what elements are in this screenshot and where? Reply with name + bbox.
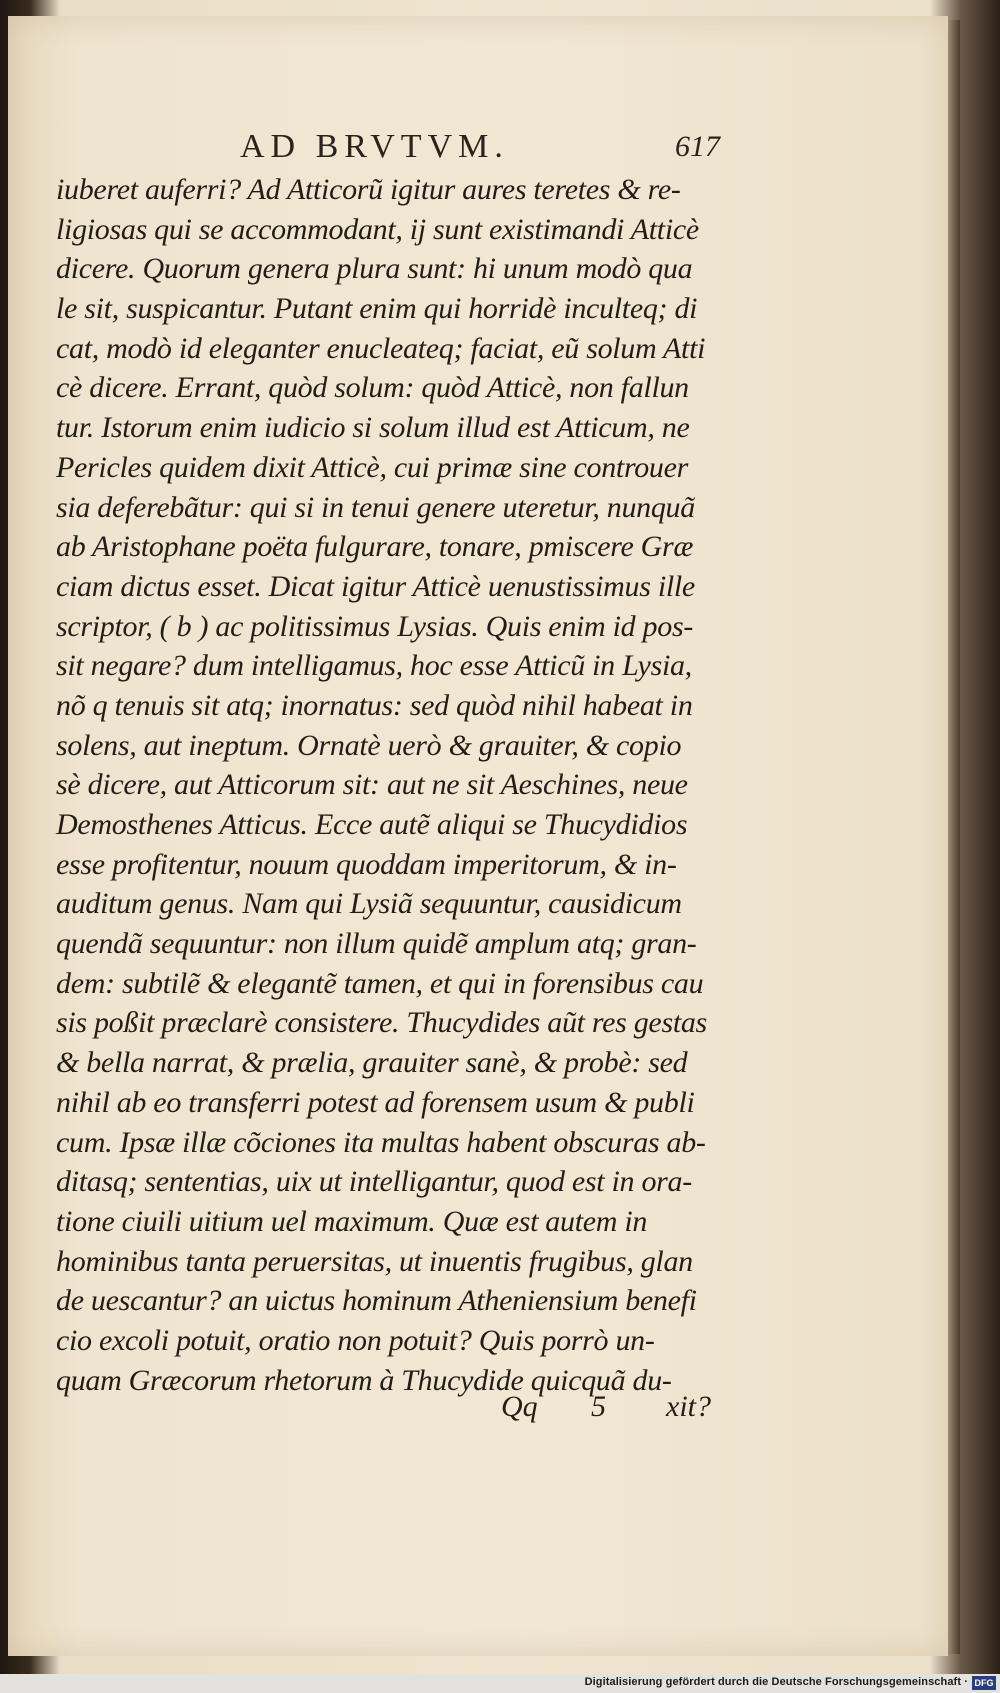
- signature-mark: Qq: [501, 1390, 538, 1423]
- text-line: Pericles quidem dixit Atticè, cui primæ sine controuer: [56, 450, 689, 484]
- text-line: sit negare? dum intelligamus, hoc esse Atticũ in Lysia,: [56, 649, 692, 683]
- text-line: cio excoli potuit, oratio non potuit? Quis porrò un-: [56, 1323, 655, 1357]
- text-line: esse profitentur, nouum quoddam imperitorum, & in-: [56, 847, 677, 881]
- text-line: iuberet auferri? Ad Atticorũ igitur aures teretes & re-: [56, 173, 681, 206]
- dfg-logo-icon: DFG: [972, 1676, 996, 1690]
- text-line: cum. Ipsæ illæ cõciones ita multas habent obscuras ab-: [56, 1125, 706, 1159]
- text-line: cat, modò id eleganter enucleateq; faciat, eũ solum Atti: [56, 331, 706, 365]
- text-line: dicere. Quorum genera plura sunt: hi unum modò qua: [56, 252, 693, 286]
- page-number: 617: [675, 130, 720, 163]
- text-line: le sit, suspicantur. Putant enim qui horridè inculteq; di: [56, 292, 698, 326]
- text-line: sè dicere, aut Atticorum sit: aut ne sit Aeschines, neue: [56, 768, 688, 802]
- running-head: [60, 128, 720, 168]
- running-head-title: AD BRVTVM.: [240, 128, 509, 165]
- text-line: tur. Istorum enim iudicio si solum illud est Atticum, ne: [56, 411, 690, 445]
- text-line: de uescantur? an uictus hominum Atheniensium benefi: [56, 1284, 697, 1318]
- text-line: tione ciuili uitium uel maximum. Quæ est autem in: [56, 1204, 648, 1238]
- text-line: nihil ab eo transferri potest ad forensem usum & publi: [56, 1085, 695, 1119]
- text-line: hominibus tanta peruersitas, ut inuentis frugibus, glan: [56, 1244, 693, 1278]
- text-line: & bella narrat, & prælia, grauiter sanè, & probè: sed: [56, 1046, 688, 1080]
- text-line: sis poßit præclarè consistere. Thucydides aũt res gestas: [56, 1006, 707, 1040]
- text-line: ab Aristophane poëta fulgurare, tonare, pmiscere Græ: [56, 530, 694, 564]
- text-line: ditasq; sententias, uix ut intelligantur, quod est in ora-: [56, 1165, 692, 1199]
- text-line: scriptor, ( b ) ac politissimus Lysias. Quis enim id pos-: [56, 609, 694, 643]
- text-line: dem: subtilẽ & elegantẽ tamen, et qui in forensibus cau: [56, 966, 704, 1000]
- page-edge: [948, 20, 960, 1654]
- text-line: nõ q tenuis sit atq; inornatus: sed quòd nihil habeat in: [56, 688, 693, 722]
- text-line: auditum genus. Nam qui Lysiã sequuntur, causidicum: [56, 887, 682, 921]
- text-line: quendã sequuntur: non illum quidẽ amplum atq; gran-: [56, 927, 697, 961]
- text-line: ligiosas qui se accommodant, ij sunt existimandi Atticè: [56, 212, 699, 246]
- signature-number: 5: [591, 1390, 606, 1423]
- funding-credit: Digitalisierung gefördert durch die Deutsche Forschungsgemeinschaft ·: [584, 1676, 968, 1688]
- text-line: Demosthenes Atticus. Ecce autẽ aliqui se Thucydidios: [56, 808, 688, 841]
- text-line: ciam dictus esset. Dicat igitur Atticè uenustissimus ille: [56, 569, 695, 603]
- catchword: xit?: [666, 1390, 711, 1423]
- text-line: solens, aut ineptum. Ornatè uerò & grauiter, & copio: [56, 728, 682, 762]
- body-text: [56, 170, 736, 1400]
- page-footer: [56, 1390, 736, 1430]
- text-line: quam Græcorum rhetorum à Thucydide quicquã du-: [56, 1363, 672, 1397]
- text-line: sia deferebãtur: qui si in tenui genere uteretur, nunquã: [56, 490, 695, 524]
- text-line: cè dicere. Errant, quòd solum: quòd Atticè, non fallun: [56, 371, 689, 405]
- credit-bar: [0, 1674, 1000, 1693]
